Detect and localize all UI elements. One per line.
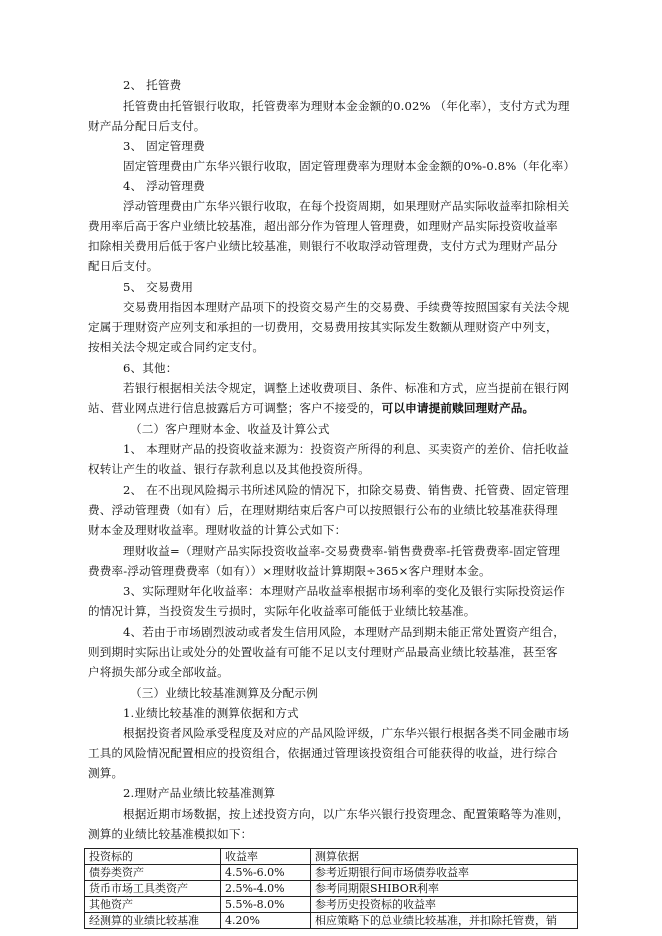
paragraph-line: 定属于理财资产应列支和承担的一切费用，交易费用按其实际发生数额从理财资产中列支， xyxy=(88,320,558,334)
table-row xyxy=(85,913,578,929)
table-row xyxy=(85,881,578,897)
paragraph-line: 按相关法令规定或合同约定支付。 xyxy=(88,340,265,354)
table-cell: 参考历史投资标的收益率 xyxy=(311,897,578,913)
table-header: 测算依据 xyxy=(311,849,578,865)
table-header: 投资标的 xyxy=(85,849,221,865)
subheading: 2.理财产品业绩比较基准测算 xyxy=(123,786,276,800)
table-row xyxy=(85,897,578,913)
paragraph-line: 费用率后高于客户业绩比较基准，超出部分作为管理人管理费，如理财产品实际投资收益率 xyxy=(88,219,558,233)
paragraph-line: 3、实际理财年化收益率：本理财产品收益率根据市场利率的变化及银行实际投资运作 xyxy=(123,584,566,598)
formula-line: 理财收益=（理财产品实际投资收益率-交易费费率-销售费费率-托管费费率-固定管理 xyxy=(123,544,561,558)
paragraph-line: 权转让产生的收益、银行存款利息以及其他投资所得。 xyxy=(88,462,370,476)
paragraph-line: 根据投资者风险承受程度及对应的产品风险评级，广东华兴银行根据各类不同金融市场 xyxy=(123,726,570,740)
table-row xyxy=(85,865,578,881)
table-cell: 5.5%-8.0% xyxy=(221,897,311,913)
table-cell: 4.5%-6.0% xyxy=(221,865,311,881)
heading-custody-fee: 2、 托管费 xyxy=(123,78,182,92)
table-cell: 相应策略下的总业绩比较基准，并扣除托管费，销 xyxy=(311,913,578,929)
benchmark-table xyxy=(84,848,578,929)
paragraph-line: 根据近期市场数据，按上述投资方向，以广东华兴银行投资理念、配置策略等为准则， xyxy=(123,807,570,821)
heading-floating-fee: 4、 浮动管理费 xyxy=(123,179,205,193)
table-cell: 经测算的业绩比较基准 xyxy=(85,913,221,929)
paragraph-line: 4、若由于市场剧烈波动或者发生信用风险，本理财产品到期未能正常处置资产组合， xyxy=(123,625,566,639)
section-heading-principal: （二）客户理财本金、收益及计算公式 xyxy=(130,422,330,436)
table-cell: 4.20% xyxy=(221,913,311,929)
paragraph-line: 测算的业绩比较基准模拟如下： xyxy=(88,827,253,841)
heading-trading-fee: 5、 交易费用 xyxy=(123,280,194,294)
paragraph-line: 站、营业网点进行信息披露后方可调整；客户不接受的，可以申请提前赎回理财产品。 xyxy=(88,401,535,415)
paragraph-line: 固定管理费由广东华兴银行收取，固定管理费率为理财本金金额的0%-0.8%（年化率） xyxy=(123,159,576,173)
subheading: 1.业绩比较基准的测算依据和方式 xyxy=(123,706,299,720)
formula-line: 费费率-浮动管理费费率（如有））×理财收益计算期限÷365×客户理财本金。 xyxy=(88,564,491,578)
paragraph-line: 配日后支付。 xyxy=(88,259,159,273)
paragraph-line: 浮动管理费由广东华兴银行收取，在每个投资周期，如果理财产品实际收益率扣除相关 xyxy=(123,199,570,213)
paragraph-line: 费、浮动管理费（如有）后，在理财期结束后客户可以按照银行公布的业绩比较基准获得理 xyxy=(88,503,558,517)
paragraph-line: 测算。 xyxy=(88,766,124,780)
table-cell: 2.5%-4.0% xyxy=(221,881,311,897)
paragraph-line: 则到期时实际出让或处分的处置收益有可能不足以支付理财产品最高业绩比较基准，甚至客 xyxy=(88,645,558,659)
paragraph-line: 财本金及理财收益率。理财收益的计算公式如下： xyxy=(88,523,347,537)
heading-other: 6、其他： xyxy=(123,361,178,375)
paragraph-line: 工具的风险情况配置相应的投资组合，依据通过管理该投资组合可能获得的收益，进行综合 xyxy=(88,746,558,760)
paragraph-line: 1、 本理财产品的投资收益来源为：投资资产所得的利息、买卖资产的差价、信托收益 xyxy=(123,442,569,456)
table-cell: 参考同期限SHIBOR利率 xyxy=(311,881,578,897)
heading-fixed-fee: 3、 固定管理费 xyxy=(123,139,205,153)
table-cell: 其他资产 xyxy=(85,897,221,913)
paragraph-line: 扣除相关费用后低于客户业绩比较基准，则银行不收取浮动管理费，支付方式为理财产品分 xyxy=(88,239,558,253)
table-header: 收益率 xyxy=(221,849,311,865)
paragraph-line: 户将损失部分或全部收益。 xyxy=(88,665,229,679)
table-cell: 参考近期银行间市场债券收益率 xyxy=(311,865,578,881)
paragraph-line: 交易费用指因本理财产品项下的投资交易产生的交易费、手续费等按照国家有关法令规 xyxy=(123,300,570,314)
section-heading-benchmark: （三）业绩比较基准测算及分配示例 xyxy=(130,686,318,700)
table-cell: 货币市场工具类资产 xyxy=(85,881,221,897)
paragraph-line: 的情况计算，当投资发生亏损时，实际年化收益率可能低于业绩比较基准。 xyxy=(88,604,476,618)
paragraph-line: 若银行根据相关法令规定，调整上述收费项目、条件、标准和方式，应当提前在银行网 xyxy=(123,381,570,395)
table-cell: 债券类资产 xyxy=(85,865,221,881)
paragraph-line: 托管费由托管银行收取，托管费率为理财本金金额的0.02% （年化率），支付方式为理 xyxy=(123,99,570,113)
paragraph-line: 财产品分配日后支付。 xyxy=(88,119,206,133)
table-header-row xyxy=(85,849,578,865)
bold-redemption-note: 可以申请提前赎回理财产品。 xyxy=(381,401,535,415)
paragraph-line: 2、 在不出现风险揭示书所述风险的情况下，扣除交易费、销售费、托管费、固定管理 xyxy=(123,483,569,497)
